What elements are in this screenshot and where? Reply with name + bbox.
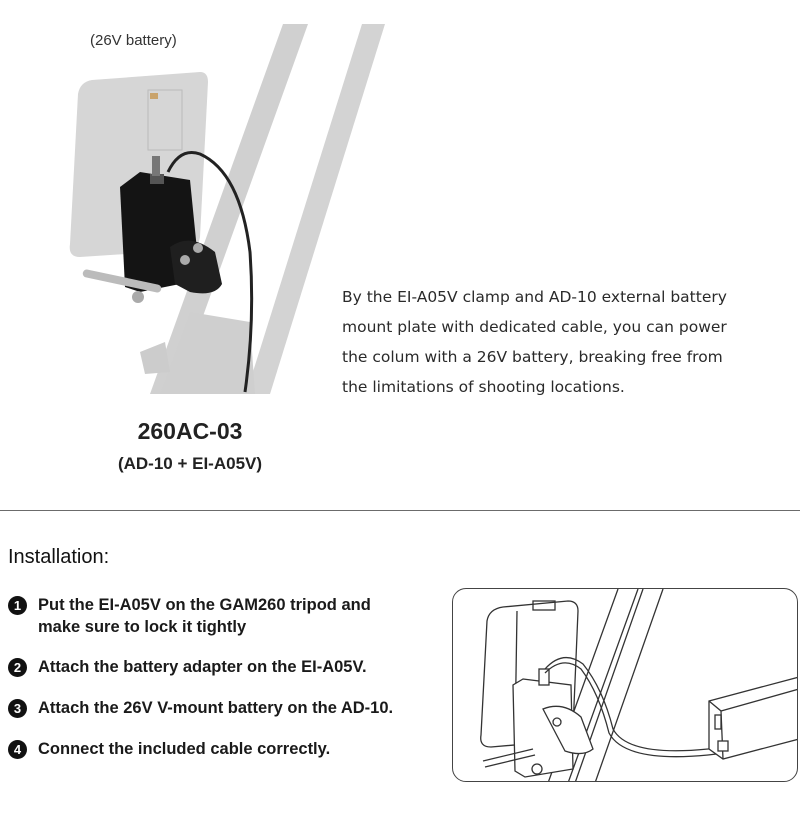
step-text: Connect the included cable correctly. (38, 740, 331, 758)
step-text: make sure to lock it tightly (38, 618, 247, 636)
step-text: Attach the 26V V-mount battery on the AD-10. (38, 699, 394, 717)
description-line: By the EI-A05V clamp and AD-10 external battery (342, 288, 727, 306)
step-number-badge: 2 (8, 658, 27, 677)
model-code: 260AC-03 (137, 418, 243, 444)
description-line: mount plate with dedicated cable, you can power (342, 318, 727, 336)
step-text: Put the EI-A05V on the GAM260 tripod and (38, 596, 371, 614)
model-components: (AD-10 + EI-A05V) (117, 454, 263, 473)
description-line: the colum with a 26V battery, breaking free from (342, 348, 723, 366)
step-number-badge: 1 (8, 596, 27, 615)
section-divider (0, 510, 800, 511)
product-description (342, 282, 762, 402)
step-3 (8, 697, 393, 719)
step-number-badge: 4 (8, 740, 27, 759)
installation-title: Installation: (8, 546, 110, 568)
step-4 (8, 738, 330, 760)
step-1 (8, 594, 371, 638)
step-text: Attach the battery adapter on the EI-A05V. (38, 658, 367, 676)
battery-label: (26V battery) (90, 32, 177, 49)
description-line: the limitations of shooting locations. (342, 378, 625, 396)
installation-diagram (452, 588, 798, 782)
step-number-badge: 3 (8, 699, 27, 718)
step-2 (8, 656, 367, 678)
